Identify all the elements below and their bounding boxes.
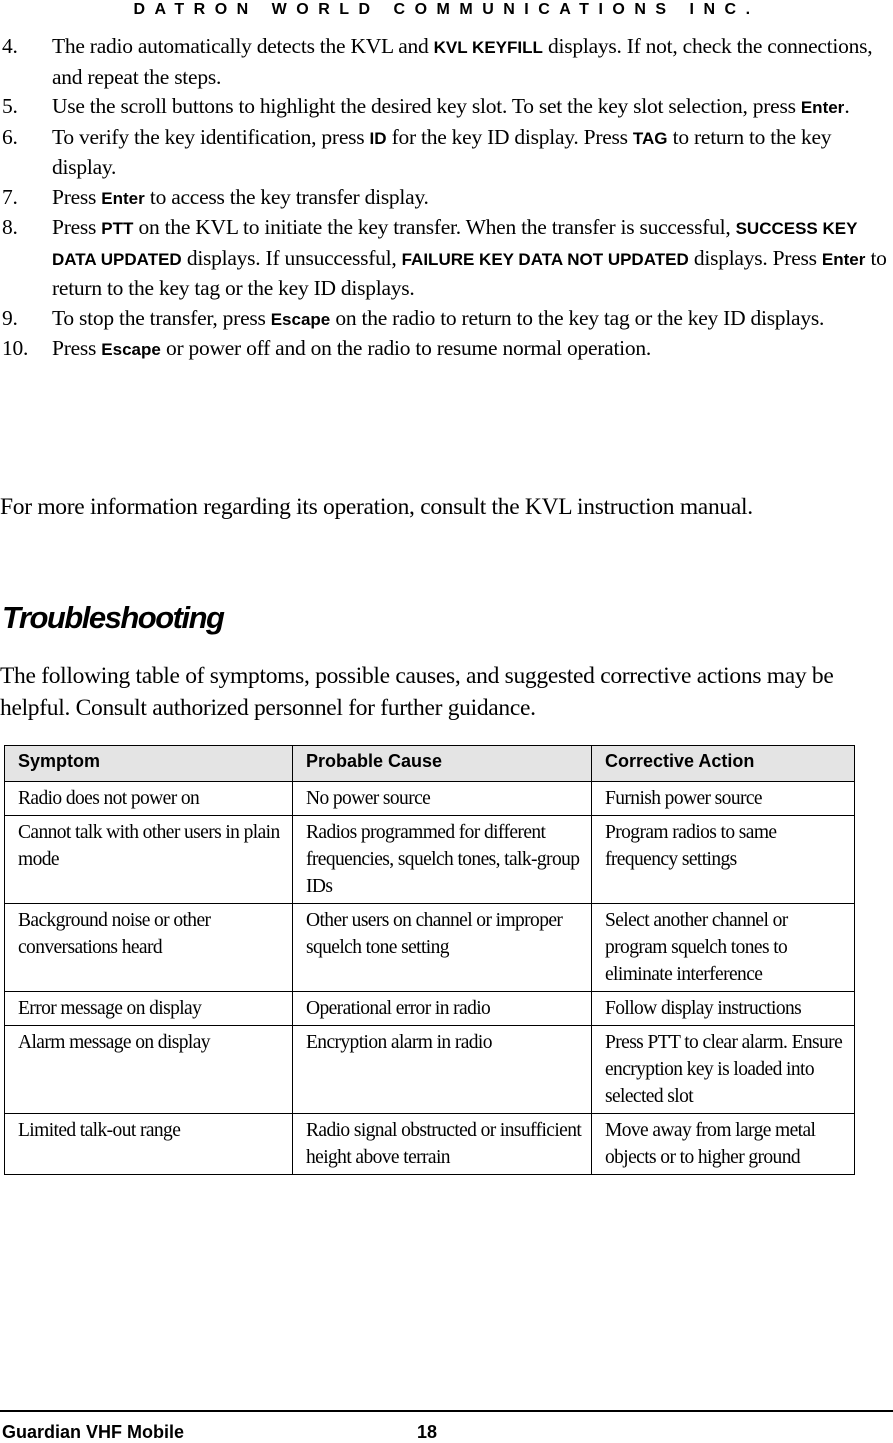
step-text: for the key ID display. Press xyxy=(386,124,633,149)
table-row xyxy=(5,992,855,1026)
troubleshooting-table xyxy=(4,745,855,1175)
step-number: 8. xyxy=(2,215,18,239)
step-text: . xyxy=(844,94,850,118)
step-item xyxy=(0,213,890,304)
footer-title: Guardian VHF Mobile xyxy=(2,1422,185,1442)
action-cell: Move away from large metal objects or to higher ground xyxy=(592,1114,855,1175)
key-label: Escape xyxy=(101,340,161,359)
key-label: Escape xyxy=(270,309,331,329)
page-header: DATRON WORLD COMMUNICATIONS INC. xyxy=(133,1,760,18)
key-label: PTT xyxy=(101,219,134,238)
table-header-row xyxy=(5,746,855,782)
key-label: SUCCESS KEY DATA UPDATED xyxy=(52,219,858,269)
symptom-cell: Radio does not power on xyxy=(5,782,293,816)
step-number: 9. xyxy=(2,305,18,330)
step-text: to return to the key display. xyxy=(52,124,832,179)
action-cell: Program radios to same frequency settings xyxy=(592,816,855,904)
step-item xyxy=(0,304,890,335)
key-label: TAG xyxy=(632,128,668,148)
step-text: Press xyxy=(52,336,102,360)
table-body xyxy=(5,782,855,1175)
cause-cell: Radios programmed for different frequencies, squelch tones, talk-group IDs xyxy=(293,816,592,904)
step-item xyxy=(0,183,890,214)
cause-cell: Radio signal obstructed or insufficient height above terrain xyxy=(293,1114,592,1175)
cause-cell: Other users on channel or improper squelch tone setting xyxy=(293,904,592,992)
step-number: 7. xyxy=(2,184,18,209)
action-cell: Follow display instructions xyxy=(592,992,855,1026)
step-text: or power off and on the radio to resume normal operation. xyxy=(160,336,652,360)
key-label: Enter xyxy=(821,249,866,269)
step-text: to access the key transfer display. xyxy=(144,184,429,209)
symptom-cell: Background noise or other conversations heard xyxy=(5,904,293,992)
step-text: To verify the key identification, press xyxy=(52,124,370,149)
header-probable-cause: Probable Cause xyxy=(293,746,592,782)
step-item xyxy=(0,123,890,183)
step-item xyxy=(0,92,890,123)
step-text: to return to the key tag or the key ID displays. xyxy=(52,245,887,300)
table-row xyxy=(5,1114,855,1175)
symptom-cell: Limited talk-out range xyxy=(5,1114,293,1175)
step-text: Press xyxy=(52,215,102,239)
step-text: on the radio to return to the key tag or the key ID displays. xyxy=(330,305,825,330)
intro-paragraph: The following table of symptoms, possible causes, and suggested corrective actions may be helpful. Consult authorized personnel for further guidance. xyxy=(0,663,834,721)
step-text: The radio automatically detects the KVL and xyxy=(52,34,434,58)
procedure-steps xyxy=(0,32,890,365)
step-text: Use the scroll buttons to highlight the desired key slot. To set the key slot selection, press xyxy=(52,94,801,118)
action-cell: Press PTT to clear alarm. Ensure encryption key is loaded into selected slot xyxy=(592,1026,855,1114)
footer-rule xyxy=(0,1410,893,1412)
key-label: ID xyxy=(369,128,387,148)
step-text: displays. Press xyxy=(688,245,822,270)
step-text: on the KVL to initiate the key transfer. When the transfer is successful, xyxy=(133,215,736,239)
table-row xyxy=(5,782,855,816)
symptom-cell: Error message on display xyxy=(5,992,293,1026)
cause-cell: No power source xyxy=(293,782,592,816)
step-number: 10. xyxy=(2,336,29,360)
symptom-cell: Alarm message on display xyxy=(5,1026,293,1114)
step-text: Press xyxy=(52,184,102,209)
table-row xyxy=(5,1026,855,1114)
page-number: 18 xyxy=(417,1422,438,1442)
step-item xyxy=(0,334,890,365)
step-text: displays. If not, check the connections, and repeat the steps. xyxy=(52,34,873,89)
step-number: 5. xyxy=(2,94,18,118)
cause-cell: Operational error in radio xyxy=(293,992,592,1026)
table-row xyxy=(5,816,855,904)
step-item xyxy=(0,32,890,92)
header-symptom: Symptom xyxy=(5,746,293,782)
more-info-paragraph: For more information regarding its operation, consult the KVL instruction manual. xyxy=(0,494,753,520)
action-cell: Select another channel or program squelch tones to eliminate interference xyxy=(592,904,855,992)
table-row xyxy=(5,904,855,992)
step-text: To stop the transfer, press xyxy=(52,305,271,330)
step-number: 4. xyxy=(2,34,18,58)
key-label: FAILURE KEY DATA NOT UPDATED xyxy=(401,249,689,269)
key-label: Enter xyxy=(101,188,145,208)
step-text: displays. If unsuccessful, xyxy=(181,245,402,270)
action-cell: Furnish power source xyxy=(592,782,855,816)
step-number: 6. xyxy=(2,124,18,149)
key-label: Enter xyxy=(800,98,845,117)
section-title: Troubleshooting xyxy=(2,600,224,635)
key-label: KVL KEYFILL xyxy=(433,38,543,57)
symptom-cell: Cannot talk with other users in plain mode xyxy=(5,816,293,904)
cause-cell: Encryption alarm in radio xyxy=(293,1026,592,1114)
header-corrective-action: Corrective Action xyxy=(592,746,855,782)
